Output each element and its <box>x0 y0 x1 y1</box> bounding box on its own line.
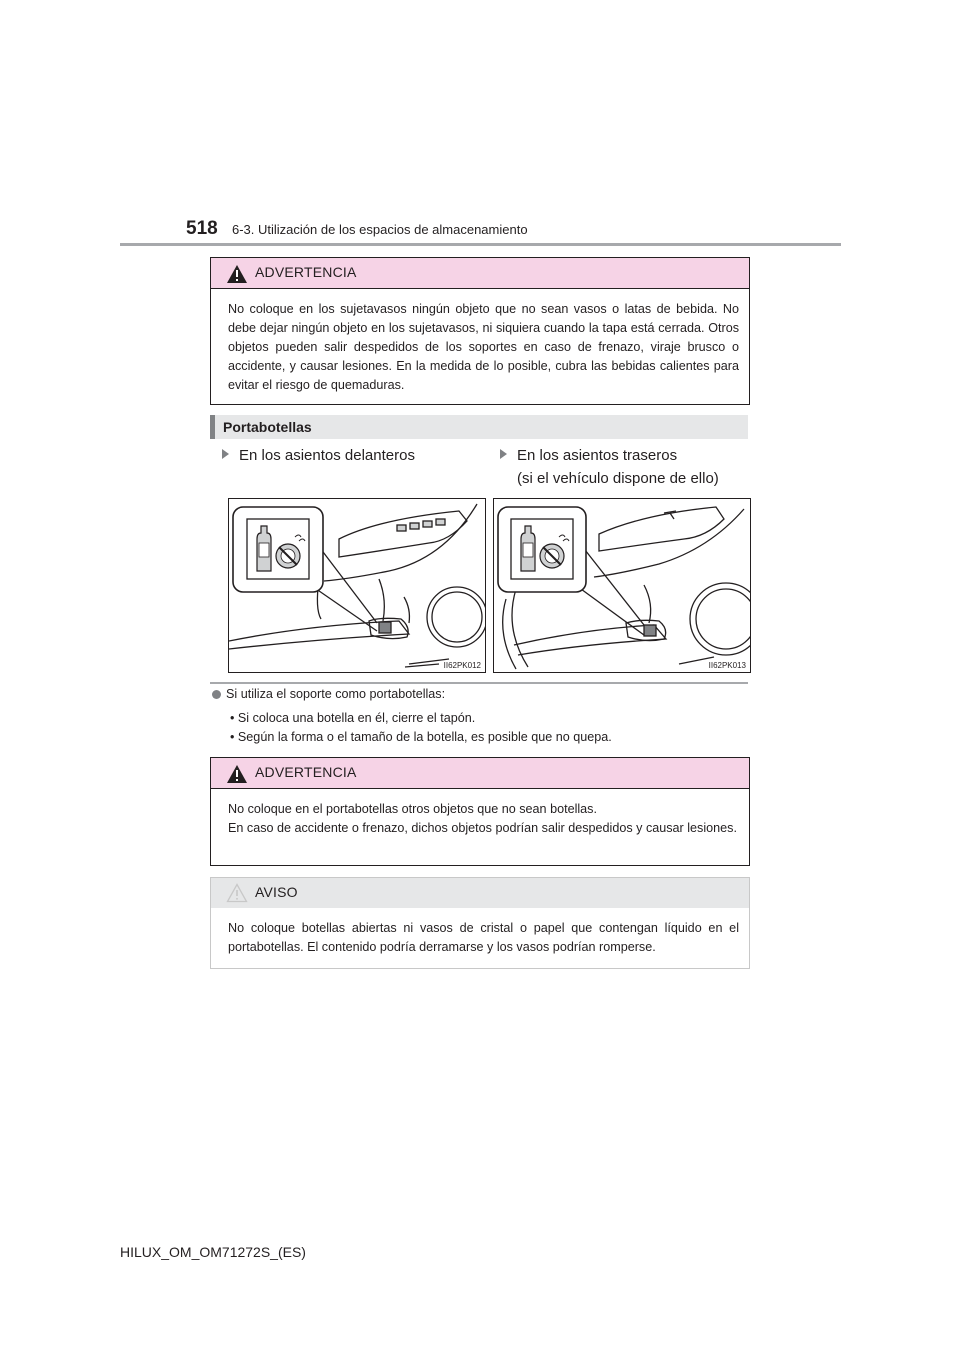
figure-rear-door <box>493 498 751 673</box>
figure-front-door <box>228 498 486 673</box>
note-item: • Según la forma o el tamaño de la botella, es posible que no quepa. <box>230 730 612 744</box>
section-heading <box>210 415 748 439</box>
warning-box-cupholder <box>210 257 750 405</box>
circle-bullet-icon <box>212 690 221 699</box>
heading-bar <box>210 415 215 439</box>
rear-seats-label <box>500 444 677 467</box>
warning-title: ADVERTENCIA <box>255 264 357 280</box>
note-item: • Si coloca una botella en él, cierre el tapón. <box>230 711 476 725</box>
front-seats-text: En los asientos delanteros <box>239 447 415 464</box>
section-title: 6-3. Utilización de los espacios de almacenamiento <box>232 222 528 237</box>
warning-triangle-icon <box>226 264 248 284</box>
page-number: 518 <box>186 218 218 239</box>
document-code: HILUX_OM_OM71272S_(ES) <box>120 1244 306 1260</box>
notice-box <box>210 877 750 969</box>
warning-text <box>211 789 749 850</box>
warning-title: ADVERTENCIA <box>255 764 357 780</box>
notice-title: AVISO <box>255 884 298 900</box>
front-door-illustration <box>229 499 485 672</box>
rear-seats-note: (si el vehículo dispone de ello) <box>517 470 719 487</box>
rear-seats-text: En los asientos traseros <box>517 447 678 464</box>
notice-text: No coloque botellas abiertas ni vasos de cristal o papel que contengan líquido en el portabotellas. El contenido podría derramarse y los vasos podrían romperse. <box>228 921 739 954</box>
warning-header <box>211 258 749 289</box>
header-divider <box>120 243 841 246</box>
warning-line: No coloque en el portabotellas otros objetos que no sean botellas. <box>228 802 597 816</box>
figure-code: II62PK013 <box>708 661 746 670</box>
figure-divider <box>210 682 748 684</box>
warning-line: En caso de accidente o frenazo, dichos objetos podrían salir despedidos y causar lesiones. <box>228 821 737 835</box>
rear-door-illustration <box>494 499 750 672</box>
triangle-bullet-icon <box>500 449 507 459</box>
front-seats-label <box>222 444 415 467</box>
figure-code: II62PK012 <box>443 661 481 670</box>
note-bullet <box>212 687 445 701</box>
section-heading-label: Portabotellas <box>223 419 312 435</box>
warning-box-bottle-holder <box>210 757 750 866</box>
notice-header <box>211 878 749 908</box>
warning-text: No coloque en los sujetavasos ningún objeto que no sean vasos o latas de bebida. No debe dejar ningún objeto en los sujetavasos, ni siquiera cuando la tapa está cerrada. Otros objetos pueden salir despedidos de los soportes en caso de frenazo, viraje brusco o accidente, y causar lesiones. En la medida de lo posible, cubra las bebidas calientes para evitar el riesgo de quemaduras. <box>228 302 739 392</box>
warning-triangle-icon <box>226 764 248 784</box>
warning-header <box>211 758 749 789</box>
triangle-bullet-icon <box>222 449 229 459</box>
caution-triangle-icon <box>226 883 248 903</box>
note-text: Si utiliza el soporte como portabotellas: <box>226 687 446 701</box>
